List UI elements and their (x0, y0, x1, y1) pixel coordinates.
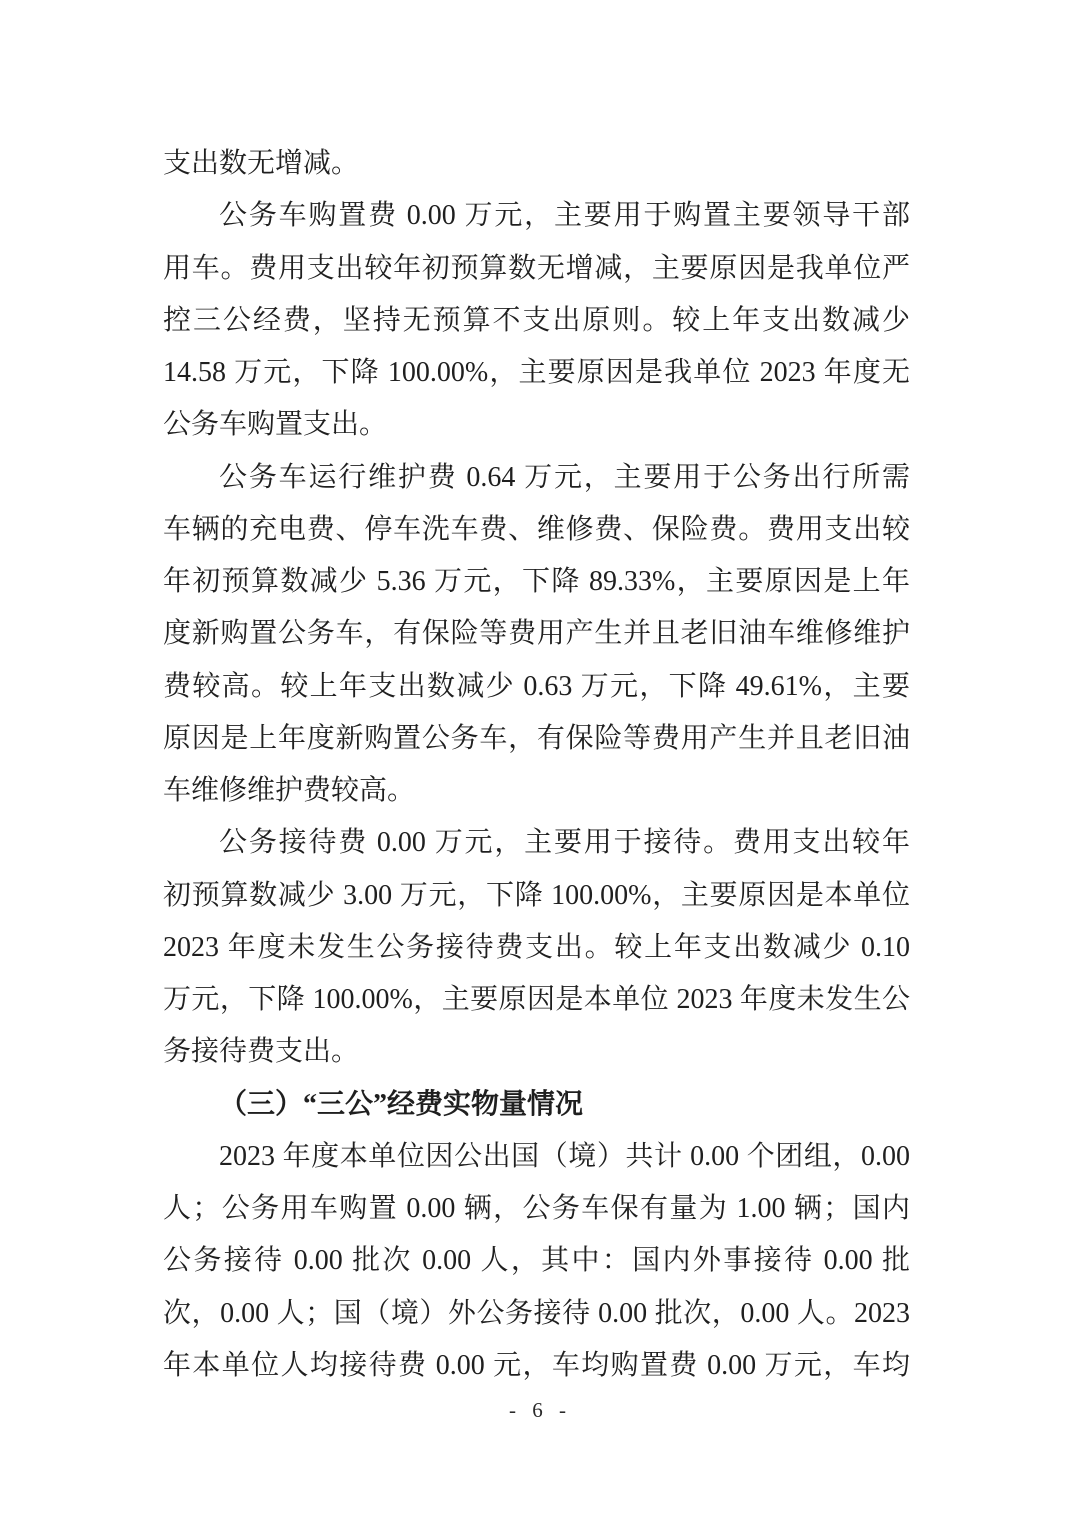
text-line: 2023 年度未发生公务接待费支出。较上年支出数减少 0.10 (163, 931, 910, 963)
text-line: 控三公经费，坚持无预算不支出原则。较上年支出数减少 (163, 304, 910, 336)
text-line: 用车。费用支出较年初预算数无增减，主要原因是我单位严 (163, 252, 910, 284)
text-line: 万元，下降 100.00%，主要原因是本单位 2023 年度未发生公 (163, 984, 910, 1015)
page-number: - 6 - (509, 1398, 566, 1422)
text-line: 年初预算数减少 5.36 万元，下降 89.33%，主要原因是上年 (163, 566, 910, 597)
text-line: 年本单位人均接待费 0.00 元，车均购置费 0.00 万元，车均 (163, 1349, 910, 1381)
text-line: 公务接待 0.00 批次 0.00 人，其中：国内外事接待 0.00 批 (163, 1245, 910, 1277)
text-line: 支出数无增减。 (163, 148, 360, 179)
text-line: 初预算数减少 3.00 万元，下降 100.00%，主要原因是本单位 (163, 879, 910, 911)
text-line: 费较高。较上年支出数减少 0.63 万元，下降 49.61%，主要 (163, 670, 910, 702)
text-line: 公务车购置支出。 (163, 409, 388, 441)
text-line: 公务车购置费 0.00 万元，主要用于购置主要领导干部 (219, 200, 910, 232)
text-line: 车辆的充电费、停车洗车费、维修费、保险费。费用支出较 (163, 513, 910, 545)
text-line: 14.58 万元，下降 100.00%，主要原因是我单位 2023 年度无 (163, 357, 910, 388)
text-line: 次，0.00 人；国（境）外公务接待 0.00 批次，0.00 人。2023 (163, 1297, 910, 1329)
text-line: 人；公务用车购置 0.00 辆，公务车保有量为 1.00 辆；国内 (163, 1193, 910, 1224)
text-line: 公务接待费 0.00 万元，主要用于接待。费用支出较年 (219, 827, 910, 859)
text-line: 车维修维护费较高。 (163, 775, 416, 806)
section-heading: （三）“三公”经费实物量情况 (219, 1088, 584, 1120)
text-line: 务接待费支出。 (163, 1036, 360, 1068)
text-line: 原因是上年度新购置公务车，有保险等费用产生并且老旧油 (163, 722, 910, 754)
text-line: 度新购置公务车，有保险等费用产生并且老旧油车维修维护 (163, 618, 910, 650)
document-body (163, 138, 910, 1392)
text-line: 公务车运行维护费 0.64 万元，主要用于公务出行所需 (219, 461, 910, 493)
text-line: 2023 年度本单位因公出国（境）共计 0.00 个团组，0.00 (219, 1140, 910, 1172)
page-footer (0, 1398, 1075, 1423)
